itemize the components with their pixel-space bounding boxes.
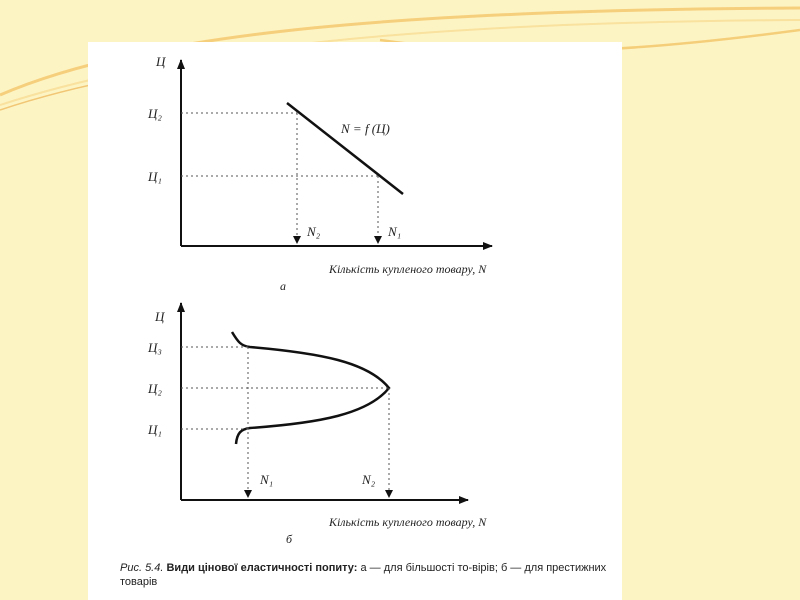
diagram-b-n1-label: N₁: [260, 472, 274, 487]
diagram-a-panel-letter: а: [280, 279, 286, 293]
diagram-a-function-label: N = f (Ц): [341, 121, 390, 136]
diagram-b-n2-label: N₂: [362, 472, 376, 487]
diagram-a-x-label: Кількість купленого товару, N: [329, 262, 487, 276]
diagram-a-p1-label: Ц₁: [148, 169, 162, 184]
diagram-b: [147, 303, 487, 546]
diagram-a: [147, 54, 492, 293]
figure-caption: [120, 561, 620, 589]
diagram-b-p3-label: Ц₃: [148, 340, 162, 355]
diagram-a-p2-label: Ц₂: [148, 106, 162, 121]
diagram-b-y-label: Ц: [155, 309, 165, 324]
diagram-b-p2-label: Ц₂: [148, 381, 162, 396]
diagram-a-n2-label: N₂: [307, 224, 321, 239]
diagram-a-n1-label: N₁: [388, 224, 402, 239]
diagram-b-x-label: Кількість купленого товару, N: [329, 515, 487, 529]
diagram-b-demand-curve: [232, 332, 389, 444]
diagram-a-demand-line: [287, 103, 403, 194]
caption-title: Види цінової еластичності попиту:: [166, 562, 358, 574]
diagram-b-p1-label: Ц₁: [148, 422, 162, 437]
caption-rest: а — для більшості то-вірів; б — для престижних товарів: [120, 562, 607, 588]
diagram-b-panel-letter: б: [286, 532, 293, 546]
diagram-a-y-label: Ц: [156, 54, 166, 69]
caption-prefix: Рис. 5.4.: [120, 562, 164, 574]
